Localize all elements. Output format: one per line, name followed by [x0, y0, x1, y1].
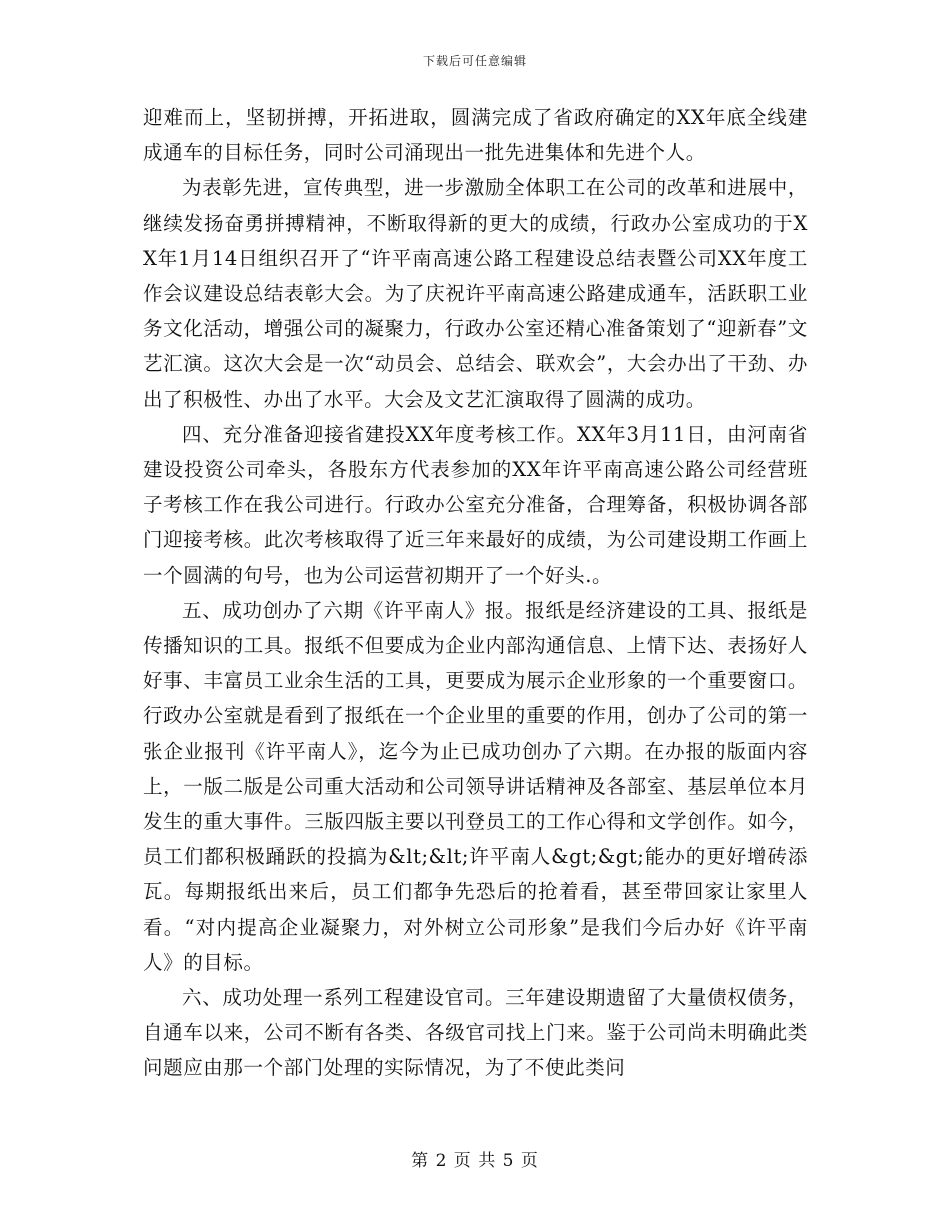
page-header: 下载后可任意编辑 [422, 54, 527, 68]
body-paragraph: 六、成功处理一系列工程建设官司。三年建设期遗留了大量债权债务，自通车以来，公司不断有各类、各级官司找上门来。鉴于公司尚未明确此类问题应由那一个部门处理的实际情况，为了不使此类问 [143, 986, 808, 1080]
page-footer: 第 2 页 共 5 页 [411, 1151, 539, 1171]
body-paragraph: 四、充分准备迎接省建投XX年度考核工作。XX年3月11日，由河南省建设投资公司牵头，各股东方代表参加的XX年许平南高速公路公司经营班子考核工作在我公司进行。行政办公室充分准备，合理筹备，积极协调各部门迎接考核。此次考核取得了近三年来最好的成绩，为公司建设期工作画上一个圆满的句号，也为公司运营初期开了一个好头.。 [143, 422, 808, 587]
body-paragraph: 迎难而上，坚韧拼搏，开拓进取，圆满完成了省政府确定的XX年底全线建成通车的目标任务，同时公司涌现出一批先进集体和先进个人。 [143, 106, 808, 165]
document-body [143, 100, 808, 1086]
body-paragraph: 为表彰先进，宣传典型，进一步激励全体职工在公司的改革和进展中，继续发扬奋勇拼搏精神，不断取得新的更大的成绩，行政办公室成功的于XX年1月14日组织召开了“许平南高速公路工程建设总结表暨公司XX年度工作会议建设总结表彰大会。为了庆祝许平南高速公路建成通车，活跃职工业务文化活动，增强公司的凝聚力，行政办公室还精心准备策划了“迎新春”文艺汇演。这次大会是一次“动员会、总结会、联欢会”，大会办出了干劲、办出了积极性、办出了水平。大会及文艺汇演取得了圆满的成功。 [143, 176, 808, 411]
body-paragraph: 五、成功创办了六期《许平南人》报。报纸是经济建设的工具、报纸是传播知识的工具。报纸不但要成为企业内部沟通信息、上情下达、表扬好人好事、丰富员工业余生活的工具，更要成为展示企业形象的一个重要窗口。行政办公室就是看到了报纸在一个企业里的重要的作用，创办了公司的第一张企业报刊《许平南人》，迄今为止已成功创办了六期。在办报的版面内容上，一版二版是公司重大活动和公司领导讲话精神及各部室、基层单位本月发生的重大事件。三版四版主要以刊登员工的工作心得和文学创作。如今，员工们都积极踊跃的投搞为&lt;&lt;许平南人&gt;&gt;能办的更好增砖添瓦。每期报纸出来后，员工们都争先恐后的抢着看，甚至带回家让家里人看。“对内提高企业凝聚力，对外树立公司形象”是我们今后办好《许平南人》的目标。 [143, 598, 808, 974]
